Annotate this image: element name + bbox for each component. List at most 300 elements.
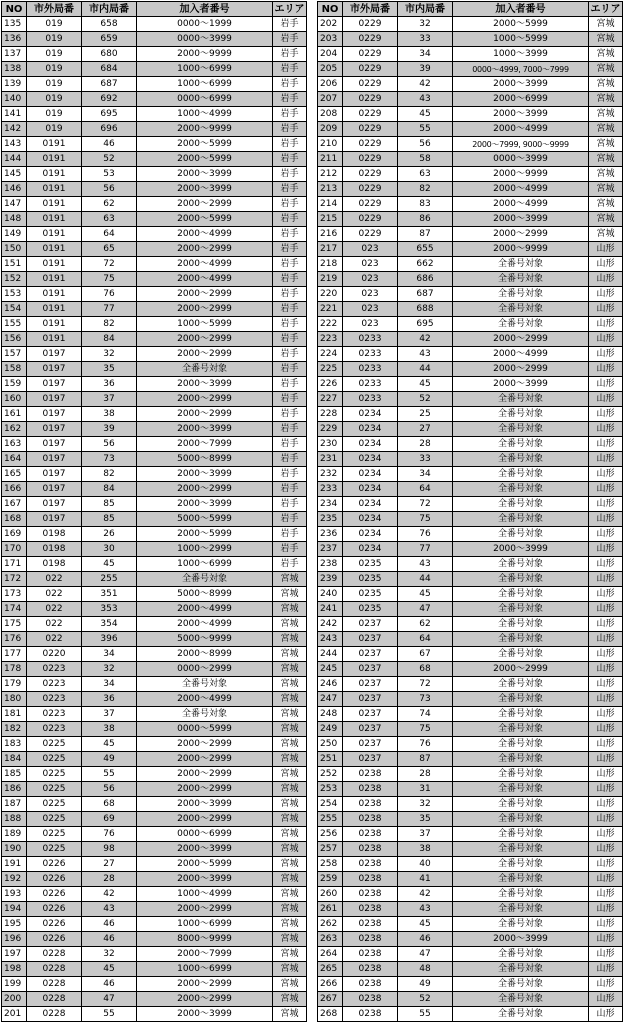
area-cell: 山形 [589, 842, 623, 857]
area-cell: 岩手 [273, 542, 307, 557]
area-cell: 岩手 [273, 467, 307, 482]
subscriber-number-cell: 2000～3999 [453, 542, 589, 557]
table-row [318, 977, 623, 992]
subscriber-number-cell: 1000～3999 [453, 47, 589, 62]
area-code-cell: 022 [27, 572, 82, 587]
area-cell: 岩手 [273, 212, 307, 227]
area-code-cell: 0228 [27, 977, 82, 992]
table-row [2, 17, 307, 32]
subscriber-number-cell: 2000～7999 [137, 437, 273, 452]
area-code-cell: 0228 [27, 1007, 82, 1022]
area-cell: 岩手 [273, 362, 307, 377]
subscriber-number-cell: 2000～2999 [137, 992, 273, 1007]
table-row [318, 497, 623, 512]
local-code-cell: 76 [82, 287, 137, 302]
local-code-cell: 75 [398, 512, 453, 527]
subscriber-number-cell: 2000～8999 [137, 647, 273, 662]
area-code-cell: 0234 [343, 527, 398, 542]
area-code-cell: 0225 [27, 782, 82, 797]
local-code-cell: 255 [82, 572, 137, 587]
subscriber-number-cell: 全番号対象 [453, 797, 589, 812]
table-row [318, 482, 623, 497]
area-cell: 山形 [589, 767, 623, 782]
local-code-cell: 34 [398, 47, 453, 62]
local-code-cell: 47 [82, 992, 137, 1007]
local-code-cell: 85 [82, 512, 137, 527]
row-no: 196 [2, 932, 27, 947]
row-no: 175 [2, 617, 27, 632]
table-row [2, 107, 307, 122]
row-no: 203 [318, 32, 343, 47]
table-row [2, 437, 307, 452]
area-code-cell: 0237 [343, 677, 398, 692]
subscriber-number-cell: 0000～3999 [137, 32, 273, 47]
area-code-cell: 0238 [343, 902, 398, 917]
subscriber-number-cell: 0000～6999 [137, 827, 273, 842]
row-no: 181 [2, 707, 27, 722]
area-code-cell: 0197 [27, 362, 82, 377]
subscriber-number-cell: 全番号対象 [453, 587, 589, 602]
table-row [318, 317, 623, 332]
area-code-cell: 0234 [343, 542, 398, 557]
subscriber-number-cell: 全番号対象 [453, 842, 589, 857]
area-code-cell: 0229 [343, 47, 398, 62]
local-code-cell: 353 [82, 602, 137, 617]
area-code-cell: 0229 [343, 167, 398, 182]
area-cell: 宮城 [273, 767, 307, 782]
subscriber-number-cell: 全番号対象 [453, 572, 589, 587]
area-code-cell: 0191 [27, 257, 82, 272]
table-row [318, 752, 623, 767]
local-code-cell: 77 [82, 302, 137, 317]
table-row [2, 527, 307, 542]
local-code-cell: 351 [82, 587, 137, 602]
row-no: 217 [318, 242, 343, 257]
table-row [318, 767, 623, 782]
area-code-cell: 022 [27, 602, 82, 617]
table-row [2, 917, 307, 932]
area-cell: 山形 [589, 872, 623, 887]
subscriber-number-cell: 全番号対象 [453, 782, 589, 797]
area-code-cell: 0237 [343, 662, 398, 677]
local-code-cell: 56 [82, 437, 137, 452]
area-code-cell: 0198 [27, 557, 82, 572]
row-no: 194 [2, 902, 27, 917]
area-cell: 山形 [589, 362, 623, 377]
row-no: 246 [318, 677, 343, 692]
area-code-cell: 0229 [343, 77, 398, 92]
area-cell: 宮城 [273, 797, 307, 812]
table-row [2, 557, 307, 572]
local-code-cell: 75 [398, 722, 453, 737]
subscriber-number-cell: 2000～3999 [137, 842, 273, 857]
area-code-cell: 0197 [27, 497, 82, 512]
area-code-cell: 0220 [27, 647, 82, 662]
row-no: 167 [2, 497, 27, 512]
subscriber-number-cell: 8000～9999 [137, 932, 273, 947]
col-header-subscriber-number: 加入者番号 [137, 2, 273, 17]
local-code-cell: 692 [82, 92, 137, 107]
area-cell: 山形 [589, 977, 623, 992]
area-code-cell: 0197 [27, 377, 82, 392]
row-no: 199 [2, 977, 27, 992]
row-no: 158 [2, 362, 27, 377]
area-code-cell: 0198 [27, 542, 82, 557]
subscriber-number-cell: 2000～4999 [453, 197, 589, 212]
local-code-cell: 82 [398, 182, 453, 197]
local-code-cell: 43 [398, 347, 453, 362]
area-cell: 宮城 [273, 662, 307, 677]
area-code-cell: 0197 [27, 437, 82, 452]
row-no: 152 [2, 272, 27, 287]
area-cell: 宮城 [273, 917, 307, 932]
area-code-cell: 0226 [27, 887, 82, 902]
area-cell: 山形 [589, 572, 623, 587]
area-cell: 岩手 [273, 482, 307, 497]
area-code-cell: 0234 [343, 452, 398, 467]
area-code-cell: 0237 [343, 632, 398, 647]
local-code-cell: 85 [82, 497, 137, 512]
table-row [2, 857, 307, 872]
row-no: 147 [2, 197, 27, 212]
local-code-cell: 32 [398, 797, 453, 812]
local-code-cell: 34 [398, 467, 453, 482]
area-code-cell: 0191 [27, 197, 82, 212]
area-cell: 岩手 [273, 497, 307, 512]
local-code-cell: 84 [82, 332, 137, 347]
row-no: 195 [2, 917, 27, 932]
row-no: 189 [2, 827, 27, 842]
row-no: 177 [2, 647, 27, 662]
subscriber-number-cell: 2000～3999 [453, 932, 589, 947]
area-code-cell: 023 [343, 257, 398, 272]
local-code-cell: 52 [82, 152, 137, 167]
area-code-cell: 0229 [343, 212, 398, 227]
subscriber-number-cell: 2000～3999 [453, 77, 589, 92]
area-cell: 宮城 [589, 152, 623, 167]
table-row [318, 812, 623, 827]
area-code-cell: 0233 [343, 362, 398, 377]
col-header-no: NO [2, 2, 27, 17]
row-no: 137 [2, 47, 27, 62]
row-no: 191 [2, 857, 27, 872]
local-code-cell: 42 [82, 887, 137, 902]
local-code-cell: 45 [398, 587, 453, 602]
area-code-cell: 0234 [343, 512, 398, 527]
area-code-cell: 0237 [343, 617, 398, 632]
table-row [2, 227, 307, 242]
local-code-cell: 76 [82, 827, 137, 842]
local-code-cell: 56 [82, 782, 137, 797]
row-no: 247 [318, 692, 343, 707]
row-no: 183 [2, 737, 27, 752]
table-row [318, 257, 623, 272]
subscriber-number-cell: 2000～4999 [137, 227, 273, 242]
table-row [2, 797, 307, 812]
area-code-cell: 0225 [27, 752, 82, 767]
area-code-cell: 0197 [27, 422, 82, 437]
subscriber-number-cell: 2000～2999 [137, 197, 273, 212]
area-code-cell: 0233 [343, 332, 398, 347]
area-code-cell: 0238 [343, 797, 398, 812]
table-row [318, 707, 623, 722]
subscriber-number-cell: 2000～5999 [137, 527, 273, 542]
local-code-cell: 65 [82, 242, 137, 257]
area-cell: 岩手 [273, 227, 307, 242]
local-code-cell: 32 [398, 17, 453, 32]
local-code-cell: 64 [82, 227, 137, 242]
row-no: 265 [318, 962, 343, 977]
table-row [318, 797, 623, 812]
table-row [2, 872, 307, 887]
area-cell: 岩手 [273, 62, 307, 77]
subscriber-number-cell: 2000～2999 [137, 407, 273, 422]
local-code-cell: 77 [398, 542, 453, 557]
area-code-cell: 0191 [27, 242, 82, 257]
area-cell: 宮城 [273, 602, 307, 617]
row-no: 170 [2, 542, 27, 557]
local-code-cell: 72 [398, 677, 453, 692]
local-code-cell: 55 [398, 122, 453, 137]
area-code-cell: 0226 [27, 872, 82, 887]
area-cell: 宮城 [273, 962, 307, 977]
subscriber-number-cell: 2000～2999 [453, 662, 589, 677]
table-row [318, 212, 623, 227]
table-row [318, 92, 623, 107]
subscriber-number-cell: 2000～2999 [137, 242, 273, 257]
area-code-cell: 0229 [343, 137, 398, 152]
subscriber-number-cell: 2000～2999 [137, 752, 273, 767]
area-cell: 山形 [589, 392, 623, 407]
area-code-cell: 0225 [27, 767, 82, 782]
subscriber-number-cell: 2000～7999, 9000～9999 [453, 137, 589, 152]
row-no: 264 [318, 947, 343, 962]
area-cell: 山形 [589, 1007, 623, 1022]
area-code-cell: 0238 [343, 872, 398, 887]
area-cell: 岩手 [273, 272, 307, 287]
row-no: 220 [318, 287, 343, 302]
area-code-cell: 022 [27, 617, 82, 632]
row-no: 262 [318, 917, 343, 932]
area-cell: 岩手 [273, 422, 307, 437]
subscriber-number-cell: 1000～2999 [137, 542, 273, 557]
area-cell: 山形 [589, 512, 623, 527]
local-code-cell: 44 [398, 362, 453, 377]
row-no: 153 [2, 287, 27, 302]
area-code-cell: 0191 [27, 302, 82, 317]
table-row [2, 317, 307, 332]
row-no: 151 [2, 257, 27, 272]
area-code-cell: 0197 [27, 407, 82, 422]
local-code-cell: 64 [398, 482, 453, 497]
area-cell: 宮城 [273, 692, 307, 707]
area-cell: 岩手 [273, 107, 307, 122]
area-cell: 岩手 [273, 32, 307, 47]
table-row [2, 482, 307, 497]
table-row [318, 602, 623, 617]
area-code-cell: 0197 [27, 482, 82, 497]
subscriber-number-cell: 2000～3999 [137, 422, 273, 437]
subscriber-number-cell: 全番号対象 [453, 872, 589, 887]
area-code-cell: 0238 [343, 857, 398, 872]
row-no: 138 [2, 62, 27, 77]
table-row [2, 752, 307, 767]
area-code-cell: 0238 [343, 1007, 398, 1022]
subscriber-number-cell: 2000～3999 [137, 797, 273, 812]
right-table-body [318, 17, 623, 1022]
row-no: 257 [318, 842, 343, 857]
row-no: 241 [318, 602, 343, 617]
area-code-cell: 0197 [27, 392, 82, 407]
area-cell: 宮城 [273, 932, 307, 947]
subscriber-number-cell: 全番号対象 [137, 362, 273, 377]
area-code-cell: 022 [27, 632, 82, 647]
table-row [318, 1007, 623, 1022]
row-no: 197 [2, 947, 27, 962]
area-code-cell: 023 [343, 317, 398, 332]
local-code-cell: 396 [82, 632, 137, 647]
local-code-cell: 86 [398, 212, 453, 227]
subscriber-number-cell: 2000～4999 [137, 692, 273, 707]
subscriber-number-cell: 2000～9999 [137, 47, 273, 62]
table-row [2, 302, 307, 317]
left-table [1, 1, 307, 1022]
row-no: 179 [2, 677, 27, 692]
table-row [2, 572, 307, 587]
subscriber-number-cell: 全番号対象 [453, 992, 589, 1007]
local-code-cell: 41 [398, 872, 453, 887]
area-code-cell: 0235 [343, 572, 398, 587]
subscriber-number-cell: 全番号対象 [453, 287, 589, 302]
local-code-cell: 53 [82, 167, 137, 182]
row-no: 208 [318, 107, 343, 122]
row-no: 216 [318, 227, 343, 242]
table-row [318, 527, 623, 542]
area-cell: 山形 [589, 317, 623, 332]
table-row [2, 602, 307, 617]
table-row [318, 692, 623, 707]
local-code-cell: 34 [82, 677, 137, 692]
area-cell: 山形 [589, 467, 623, 482]
table-row [2, 392, 307, 407]
row-no: 148 [2, 212, 27, 227]
subscriber-number-cell: 全番号対象 [453, 317, 589, 332]
area-cell: 岩手 [273, 347, 307, 362]
area-code-cell: 0228 [27, 992, 82, 1007]
area-cell: 山形 [589, 602, 623, 617]
row-no: 204 [318, 47, 343, 62]
row-no: 180 [2, 692, 27, 707]
subscriber-number-cell: 2000～9999 [453, 242, 589, 257]
table-row [318, 677, 623, 692]
table-row [2, 1007, 307, 1022]
subscriber-number-cell: 1000～6999 [137, 917, 273, 932]
area-cell: 宮城 [273, 752, 307, 767]
table-row [2, 362, 307, 377]
subscriber-number-cell: 2000～2999 [137, 392, 273, 407]
subscriber-number-cell: 2000～2999 [453, 227, 589, 242]
area-cell: 山形 [589, 887, 623, 902]
table-row [2, 842, 307, 857]
table-row [2, 212, 307, 227]
area-code-cell: 0237 [343, 752, 398, 767]
area-code-cell: 0225 [27, 797, 82, 812]
area-code-cell: 023 [343, 242, 398, 257]
subscriber-number-cell: 全番号対象 [453, 602, 589, 617]
subscriber-number-cell: 全番号対象 [453, 437, 589, 452]
subscriber-number-cell: 全番号対象 [453, 302, 589, 317]
area-code-cell: 0229 [343, 152, 398, 167]
area-cell: 山形 [589, 797, 623, 812]
row-no: 166 [2, 482, 27, 497]
local-code-cell: 39 [398, 62, 453, 77]
local-code-cell: 74 [398, 707, 453, 722]
area-code-cell: 0228 [27, 962, 82, 977]
area-cell: 山形 [589, 242, 623, 257]
area-cell: 宮城 [273, 572, 307, 587]
area-cell: 宮城 [589, 62, 623, 77]
area-cell: 岩手 [273, 437, 307, 452]
row-no: 266 [318, 977, 343, 992]
row-no: 145 [2, 167, 27, 182]
row-no: 259 [318, 872, 343, 887]
local-code-cell: 49 [398, 977, 453, 992]
subscriber-number-cell: 全番号対象 [453, 557, 589, 572]
table-row [318, 437, 623, 452]
table-row [2, 962, 307, 977]
row-no: 184 [2, 752, 27, 767]
table-row [318, 992, 623, 1007]
table-row [318, 62, 623, 77]
header-row [318, 2, 623, 17]
area-cell: 山形 [589, 812, 623, 827]
row-no: 202 [318, 17, 343, 32]
area-cell: 山形 [589, 302, 623, 317]
left-table-body [2, 17, 307, 1022]
row-no: 238 [318, 557, 343, 572]
subscriber-number-cell: 2000～3999 [453, 107, 589, 122]
subscriber-number-cell: 全番号対象 [453, 647, 589, 662]
row-no: 242 [318, 617, 343, 632]
subscriber-number-cell: 2000～4999 [137, 602, 273, 617]
area-cell: 岩手 [273, 407, 307, 422]
area-cell: 岩手 [273, 92, 307, 107]
table-row [2, 347, 307, 362]
subscriber-number-cell: 2000～3999 [453, 377, 589, 392]
area-cell: 宮城 [273, 842, 307, 857]
area-cell: 宮城 [589, 227, 623, 242]
local-code-cell: 38 [82, 407, 137, 422]
area-code-cell: 0229 [343, 182, 398, 197]
table-row [318, 962, 623, 977]
subscriber-number-cell: 全番号対象 [453, 722, 589, 737]
table-row [2, 902, 307, 917]
subscriber-number-cell: 1000～4999 [137, 887, 273, 902]
row-no: 186 [2, 782, 27, 797]
area-code-cell: 0191 [27, 182, 82, 197]
area-cell: 山形 [589, 632, 623, 647]
subscriber-number-cell: 2000～4999 [453, 182, 589, 197]
row-no: 253 [318, 782, 343, 797]
subscriber-number-cell: 2000～4999 [137, 272, 273, 287]
row-no: 206 [318, 77, 343, 92]
area-code-cell: 0235 [343, 557, 398, 572]
local-code-cell: 35 [82, 362, 137, 377]
area-cell: 山形 [589, 857, 623, 872]
row-no: 226 [318, 377, 343, 392]
area-cell: 岩手 [273, 122, 307, 137]
row-no: 141 [2, 107, 27, 122]
